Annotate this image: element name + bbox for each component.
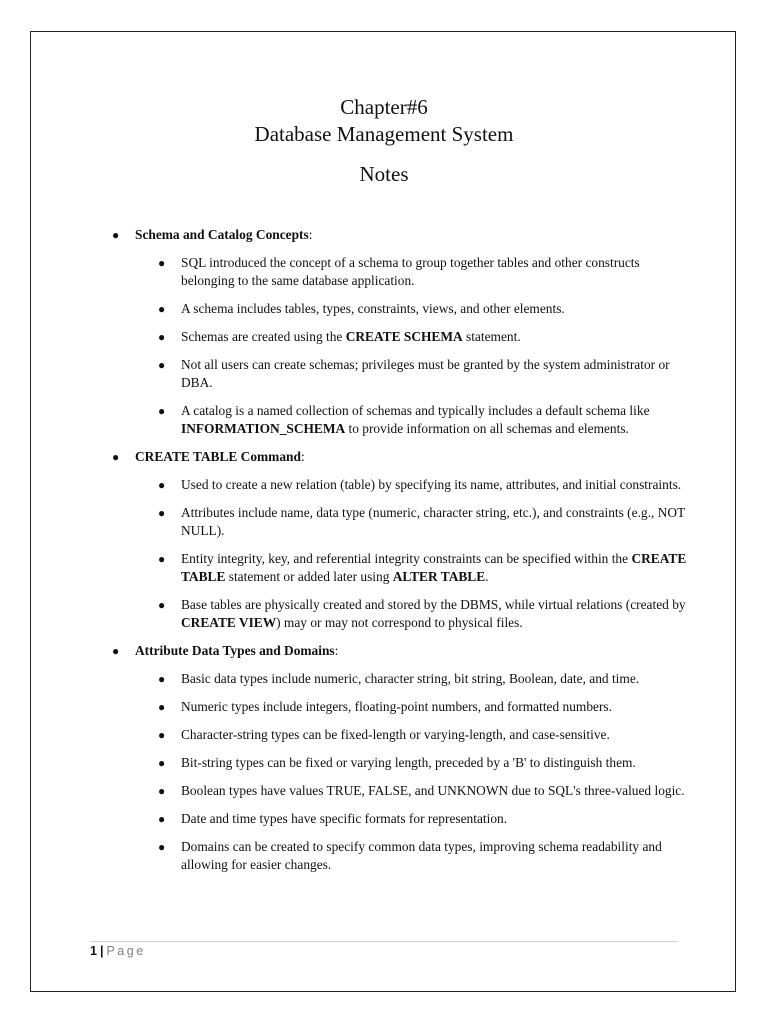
section-list	[108, 254, 688, 438]
item-text: Numeric types include integers, floating-point numbers, and formatted numbers.	[181, 699, 612, 714]
list-item	[108, 726, 688, 744]
bullet-icon: ●	[158, 756, 166, 770]
section-list	[108, 476, 688, 632]
list-item	[108, 596, 688, 632]
item-text: SQL introduced the concept of a schema to group together tables and other constructs belonging to the same database application.	[181, 255, 640, 288]
section-heading	[135, 642, 688, 660]
item-text: Domains can be created to specify common data types, improving schema readability and allowing for easier changes.	[181, 839, 662, 872]
list-item	[108, 356, 688, 392]
bullet-icon: ●	[158, 478, 166, 492]
list-item	[108, 550, 688, 586]
section-heading-text: Attribute Data Types and Domains	[135, 643, 335, 658]
item-text: Entity integrity, key, and referential integrity constraints can be specified within the	[181, 551, 632, 566]
bullet-icon: ●	[158, 404, 166, 418]
keyword: CREATE TABLE	[181, 551, 687, 584]
page-number: 1	[90, 944, 97, 958]
list-item	[108, 810, 688, 828]
section	[108, 448, 688, 632]
item-text: Schemas are created using the	[181, 329, 346, 344]
item-text: Character-string types can be fixed-length or varying-length, and case-sensitive.	[181, 727, 610, 742]
bullet-icon: ●	[158, 672, 166, 686]
notes-content	[108, 226, 688, 884]
item-text: statement or added later using	[225, 569, 393, 584]
bullet-icon: ●	[158, 784, 166, 798]
item-text: A schema includes tables, types, constraints, views, and other elements.	[181, 301, 565, 316]
item-text: ) may or may not correspond to physical files.	[276, 615, 523, 630]
bullet-icon: ●	[112, 644, 120, 658]
section	[108, 642, 688, 874]
list-item	[108, 476, 688, 494]
section-heading	[135, 448, 688, 466]
list-item	[108, 504, 688, 540]
item-text: Date and time types have specific formats for representation.	[181, 811, 508, 826]
bullet-icon: ●	[112, 228, 120, 242]
item-text: to provide information on all schemas and elements.	[345, 421, 629, 436]
bullet-icon: ●	[158, 358, 166, 372]
footer-separator: |	[99, 944, 104, 958]
list-item	[108, 698, 688, 716]
item-text: statement.	[462, 329, 521, 344]
bullet-icon: ●	[158, 552, 166, 566]
section-heading-text: Schema and Catalog Concepts	[135, 227, 309, 242]
section-heading-colon: :	[334, 643, 339, 658]
section-heading	[135, 226, 688, 244]
document-subtitle: Notes	[359, 162, 409, 186]
bullet-icon: ●	[158, 330, 166, 344]
section-list	[108, 670, 688, 874]
bullet-icon: ●	[158, 700, 166, 714]
list-item	[108, 300, 688, 318]
bullet-icon: ●	[158, 728, 166, 742]
section-heading-colon: :	[300, 449, 305, 464]
bullet-icon: ●	[158, 812, 166, 826]
item-text: .	[485, 569, 489, 584]
keyword: INFORMATION_SCHEMA	[181, 421, 346, 436]
bullet-icon: ●	[158, 598, 166, 612]
keyword: ALTER TABLE	[392, 569, 486, 584]
list-item	[108, 754, 688, 772]
bullet-icon: ●	[158, 506, 166, 520]
page-label: Page	[106, 944, 146, 958]
keyword: CREATE VIEW	[181, 615, 277, 630]
section-heading-colon: :	[308, 227, 313, 242]
item-text: Not all users can create schemas; privileges must be granted by the system administrator or DBA.	[181, 357, 670, 390]
document-title: Database Management System	[254, 122, 514, 146]
footer-rule	[90, 941, 678, 942]
keyword: CREATE SCHEMA	[345, 329, 463, 344]
list-item	[108, 670, 688, 688]
item-text: Boolean types have values TRUE, FALSE, and UNKNOWN due to SQL's three-valued logic.	[181, 783, 685, 798]
page-footer	[90, 943, 146, 959]
list-item	[108, 838, 688, 874]
item-text: Used to create a new relation (table) by specifying its name, attributes, and initial constraints.	[181, 477, 682, 492]
item-text: Attributes include name, data type (numeric, character string, etc.), and constraints (e.g., NOT NULL).	[181, 505, 685, 538]
item-text: A catalog is a named collection of schemas and typically includes a default schema like	[181, 403, 650, 418]
list-item	[108, 402, 688, 438]
item-text: Basic data types include numeric, character string, bit string, Boolean, date, and time.	[181, 671, 640, 686]
section	[108, 226, 688, 438]
item-text: Bit-string types can be fixed or varying length, preceded by a 'B' to distinguish them.	[181, 755, 636, 770]
section-heading-text: CREATE TABLE Command	[135, 449, 301, 464]
bullet-icon: ●	[112, 450, 120, 464]
list-item	[108, 328, 688, 346]
item-text: Base tables are physically created and stored by the DBMS, while virtual relations (created by	[181, 597, 686, 612]
bullet-icon: ●	[158, 302, 166, 316]
bullet-icon: ●	[158, 256, 166, 270]
chapter-title: Chapter#6	[340, 95, 428, 119]
bullet-icon: ●	[158, 840, 166, 854]
list-item	[108, 254, 688, 290]
list-item	[108, 782, 688, 800]
